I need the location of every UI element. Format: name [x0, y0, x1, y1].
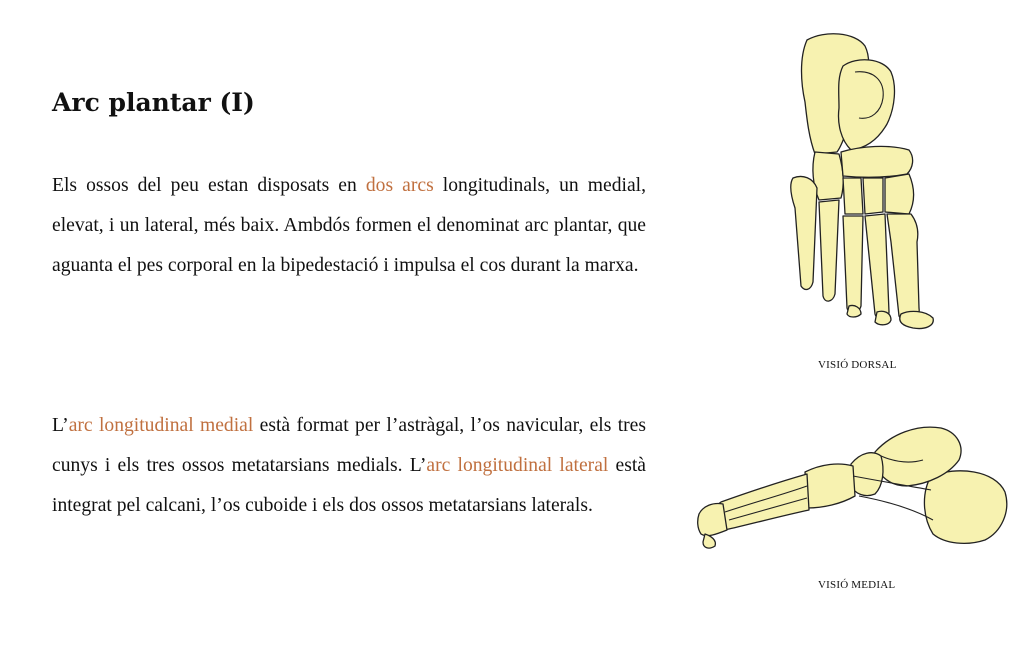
highlight-lateral-arch: arc longitudinal lateral — [426, 455, 609, 476]
phalanx-2-bone — [875, 311, 891, 325]
dorsal-view-caption: VISIÓ DORSAL — [818, 359, 897, 371]
paragraph-arches — [52, 166, 646, 286]
cuneiform-1-bone — [843, 178, 863, 214]
navicular-bone — [851, 453, 883, 496]
metatarsal-5-bone — [791, 176, 817, 289]
toe-tip-bone — [703, 534, 715, 548]
page-title: Arc plantar (I) — [52, 88, 255, 117]
phalanx-1-bone — [900, 311, 934, 328]
foot-dorsal-illustration — [785, 28, 945, 336]
cuneiform-bone — [805, 464, 855, 508]
navicular-bone — [841, 146, 913, 177]
highlight-dos-arcs: dos arcs — [365, 175, 434, 196]
talus-bone — [839, 60, 895, 150]
text: longitudinals, un medial, elevat, i un lateral, més baix. Ambdós formen el denominat arc plantar, que aguanta el pes corporal en la bipedestació i impulsa el cos durant la marxa. — [52, 175, 646, 276]
metatarsal-2-bone — [865, 214, 889, 319]
calcaneus-bone — [924, 471, 1006, 544]
cuboid-bone — [813, 152, 843, 200]
highlight-medial-arch: arc longitudinal medial — [68, 415, 254, 436]
text: està integrat pel calcani, l’os cuboide i els dos ossos metatarsians laterals. — [52, 455, 647, 516]
phalanx-bone — [698, 503, 727, 535]
paragraph-longitudinal-arches — [52, 406, 646, 526]
text: L’ — [52, 415, 69, 436]
text: està format per l’astràgal, l’os navicular, els tres cunys i els tres ossos metatarsians medials. L’ — [52, 415, 647, 476]
medial-view-caption: VISIÓ MEDIAL — [818, 579, 896, 591]
foot-medial-illustration — [695, 416, 1009, 552]
metatarsal-1-bone — [887, 214, 919, 322]
metatarsal-3-bone — [843, 216, 863, 313]
text: Els ossos del peu estan disposats en — [52, 175, 366, 196]
cuneiform-2-bone — [863, 178, 883, 214]
metatarsal-4-bone — [819, 200, 839, 301]
cuneiform-3-bone — [885, 174, 914, 214]
